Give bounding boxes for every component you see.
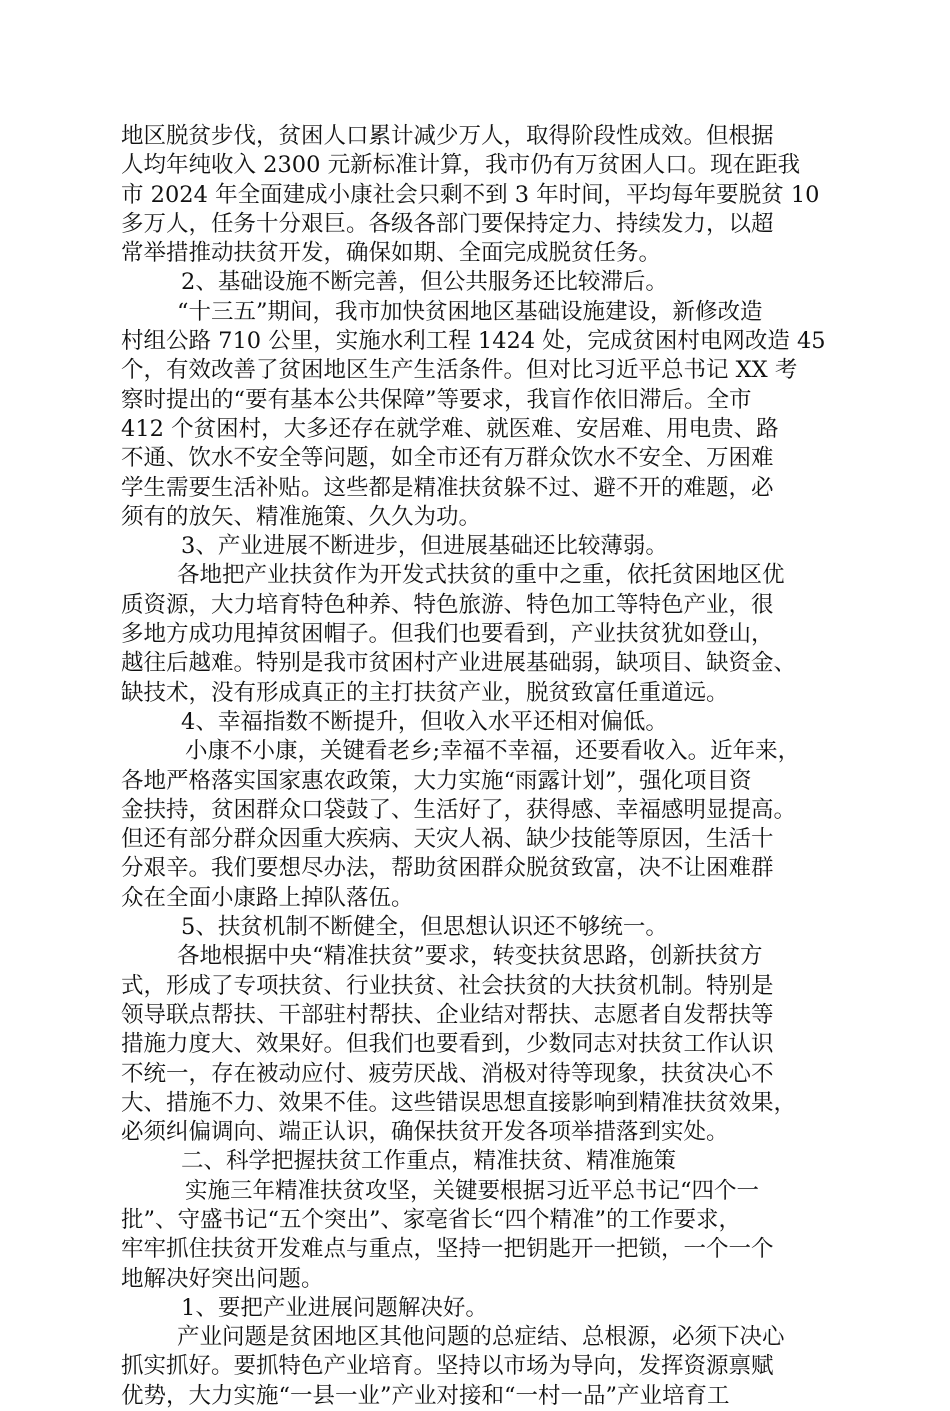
paragraph-first-line: 各地根据中央“精准扶贫”要求，转变扶贫思路，创新扶贫方 — [177, 943, 763, 970]
text-line: 地解决好突出问题。 — [121, 1265, 324, 1292]
text-line: 领导联点帮扶、干部驻村帮扶、企业结对帮扶、志愿者自发帮扶等 — [121, 1001, 774, 1028]
text-line: 学生需要生活补贴。这些都是精准扶贫躲不过、避不开的难题，必 — [121, 474, 774, 501]
section-heading: 3、产业进展不断进步，但进展基础还比较薄弱。 — [181, 533, 668, 560]
paragraph-first-line: 实施三年精准扶贫攻坚，关键要根据习近平总书记“四个一 — [185, 1177, 760, 1204]
paragraph-first-line: 产业问题是贫困地区其他问题的总症结、总根源，必须下决心 — [177, 1324, 785, 1351]
text-line: 察时提出的“要有基本公共保障”等要求，我盲作依旧滞后。全市 — [121, 386, 752, 413]
text-line: 优势，大力实施“一县一业”产业对接和“一村一品”产业培育工 — [121, 1382, 730, 1409]
text-line: 牢牢抓住扶贫开发难点与重点，坚持一把钥匙开一把锁，一个一个 — [121, 1236, 774, 1263]
text-line: 地区脱贫步伐，贫困人口累计减少万人，取得阶段性成效。但根据 — [121, 123, 774, 149]
text-line: 金扶持，贫困群众口袋鼓了、生活好了，获得感、幸福感明显提高。 — [121, 796, 797, 823]
text-line: 市 2024 年全面建成小康社会只剩不到 3 年时间，平均每年要脱贫 10 — [121, 181, 820, 208]
text-line: 个，有效改善了贫困地区生产生活条件。但对比习近平总书记 XX 考 — [121, 357, 798, 384]
section-heading: 5、扶贫机制不断健全，但思想认识还不够统一。 — [181, 914, 668, 941]
text-line: 人均年纯收入 2300 元新标准计算，我市仍有万贫困人口。现在距我 — [121, 152, 801, 179]
text-line: 大、措施不力、效果不佳。这些错误思想直接影响到精准扶贫效果， — [121, 1089, 797, 1116]
text-line: 不通、饮水不安全等问题，如全市还有万群众饮水不安全、万困难 — [121, 445, 774, 472]
paragraph-first-line: 小康不小康，关键看老乡;幸福不幸福，还要看收入。近年来， — [185, 738, 801, 765]
text-line: 常举措推动扶贫开发，确保如期、全面完成脱贫任务。 — [121, 240, 662, 267]
section-heading: 2、基础设施不断完善，但公共服务还比较滞后。 — [181, 269, 668, 296]
text-line: 多万人，任务十分艰巨。各级各部门要保持定力、持续发力，以超 — [121, 210, 774, 237]
text-line: 412 个贫困村，大多还存在就学难、就医难、安居难、用电贵、路 — [121, 415, 779, 442]
text-line: 众在全面小康路上掉队落伍。 — [121, 884, 414, 911]
text-line: 批”、守盛书记“五个突出”、家亳省长“四个精准”的工作要求， — [121, 1206, 742, 1233]
text-line: 不统一，存在被动应付、疲劳厌战、消极对待等现象，扶贫决心不 — [121, 1060, 774, 1087]
chapter-heading: 二、科学把握扶贫工作重点，精准扶贫、精准施策 — [181, 1148, 677, 1175]
section-heading: 4、幸福指数不断提升，但收入水平还相对偏低。 — [181, 708, 668, 735]
section-heading: 1、要把产业进展问题解决好。 — [181, 1294, 488, 1321]
text-line: 必须纠偏调向、端正认识，确保扶贫开发各项举措落到实处。 — [121, 1119, 729, 1146]
text-line: 多地方成功甩掉贫困帽子。但我们也要看到，产业扶贫犹如登山， — [121, 621, 774, 648]
text-line: 抓实抓好。要抓特色产业培育。坚持以市场为导向，发挥资源禀赋 — [121, 1353, 774, 1380]
paragraph-first-line: 各地把产业扶贫作为开发式扶贫的重中之重，依托贫困地区优 — [177, 562, 785, 589]
text-line: 须有的放矢、精准施策、久久为功。 — [121, 503, 482, 530]
text-line: 但还有部分群众因重大疾病、天灾人祸、缺少技能等原因，生活十 — [121, 826, 774, 853]
text-line: 分艰辛。我们要想尽办法，帮助贫困群众脱贫致富，决不让困难群 — [121, 855, 774, 882]
text-line: 各地严格落实国家惠农政策，大力实施“雨露计划”，强化项目资 — [121, 767, 752, 794]
text-line: 质资源，大力培育特色种养、特色旅游、特色加工等特色产业，很 — [121, 591, 774, 618]
text-line: 缺技术，没有形成真正的主打扶贫产业，脱贫致富任重道远。 — [121, 679, 729, 706]
paragraph-first-line: “十三五”期间，我市加快贫困地区基础设施建设，新修改造 — [177, 298, 763, 325]
text-line: 村组公路 710 公里，实施水利工程 1424 处，完成贫困村电网改造 45 — [121, 328, 826, 355]
text-line: 越往后越难。特别是我市贫困村产业进展基础弱，缺项目、缺资金、 — [121, 650, 797, 677]
document-body — [121, 122, 831, 1411]
text-line: 式，形成了专项扶贫、行业扶贫、社会扶贫的大扶贫机制。特别是 — [121, 972, 774, 999]
text-line: 措施力度大、效果好。但我们也要看到，少数同志对扶贫工作认识 — [121, 1031, 774, 1058]
